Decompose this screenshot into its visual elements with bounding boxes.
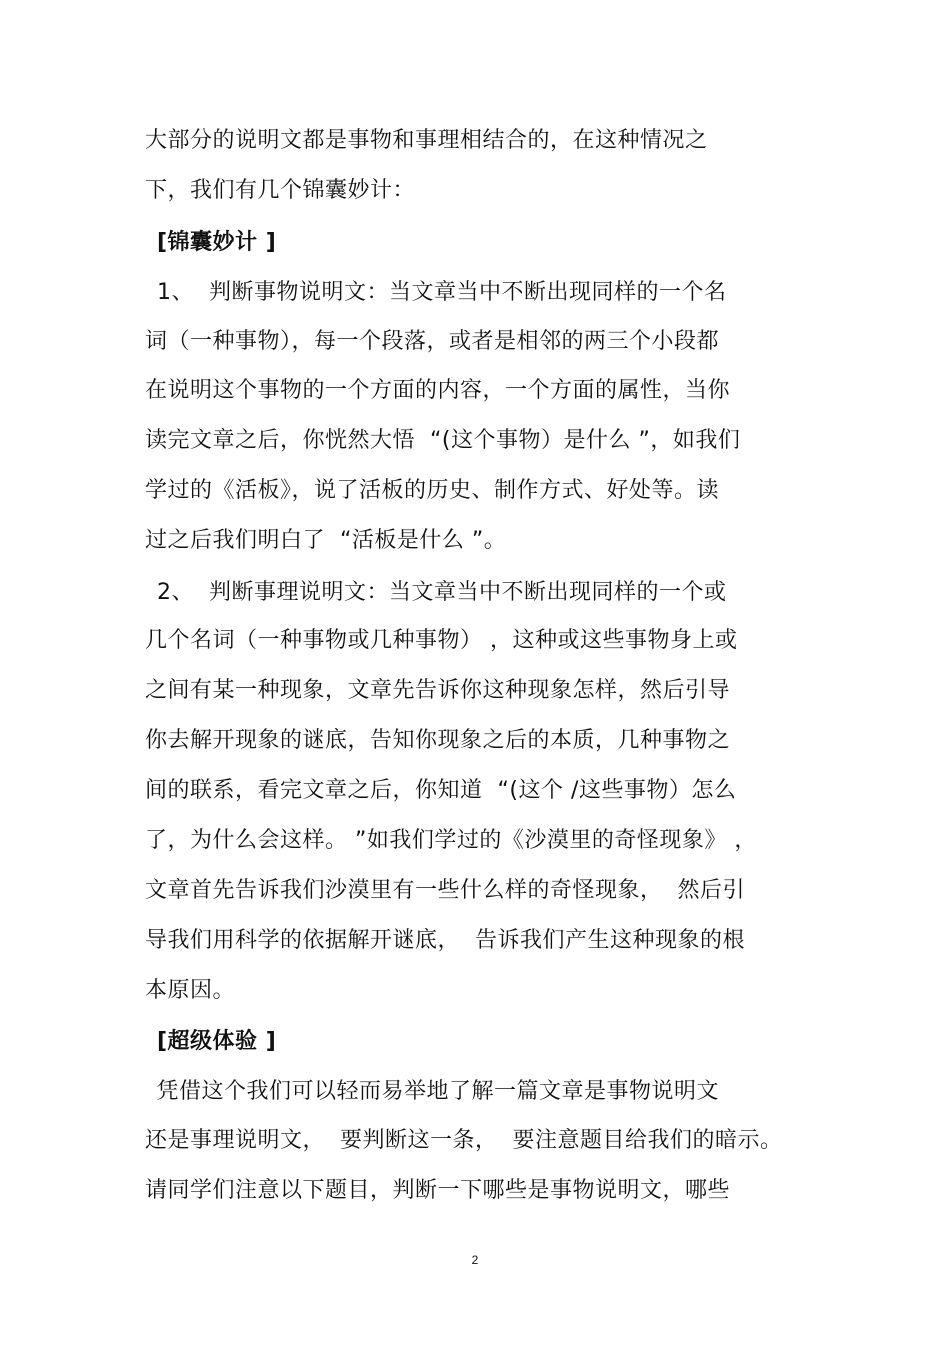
text-line: 2、 判断事理说明文：当文章当中不断出现同样的一个或 bbox=[157, 580, 727, 605]
text-line: 了，为什么会这样。 ”如我们学过的《沙漠里的奇怪现象》 ， bbox=[145, 828, 757, 853]
text-line: 1、 判断事物说明文：当文章当中不断出现同样的一个名 bbox=[157, 280, 727, 305]
section-heading: [锦囊妙计 ] bbox=[157, 230, 277, 255]
text-line: 本原因。 bbox=[145, 978, 236, 1003]
section-heading: [超级体验 ] bbox=[157, 1029, 277, 1054]
text-line: 之间有某一种现象，文章先告诉你这种现象怎样，然后引导 bbox=[145, 678, 731, 703]
page-number: 2 bbox=[471, 1253, 479, 1267]
text-line: 读完文章之后，你恍然大悟 “(这个事物）是什么 ”，如我们 bbox=[145, 428, 741, 453]
text-line: 导我们用科学的依据解开谜底， 告诉我们产生这种现象的根 bbox=[145, 928, 745, 953]
text-line: 在说明这个事物的一个方面的内容，一个方面的属性，当你 bbox=[145, 378, 731, 403]
text-line: 下，我们有几个锦囊妙计： bbox=[145, 178, 416, 203]
text-line: 大部分的说明文都是事物和事理相结合的，在这种情况之 bbox=[145, 128, 708, 153]
text-line: 你去解开现象的谜底，告知你现象之后的本质，几种事物之 bbox=[145, 728, 731, 753]
text-line: 还是事理说明文， 要判断这一条， 要注意题目给我们的暗示。 bbox=[145, 1128, 783, 1153]
text-line: 过之后我们明白了 “活板是什么 ”。 bbox=[145, 528, 507, 553]
text-line: 学过的《活板》，说了活板的历史、制作方式、好处等。读 bbox=[145, 478, 720, 503]
text-line: 间的联系，看完文章之后，你知道 “(这个 /这些事物）怎么 bbox=[145, 778, 737, 803]
text-line: 几个名词（一种事物或几种事物） ，这种或这些事物身上或 bbox=[145, 628, 738, 653]
text-line: 请同学们注意以下题目，判断一下哪些是事物说明文，哪些 bbox=[145, 1178, 731, 1203]
text-line: 文章首先告诉我们沙漠里有一些什么样的奇怪现象， 然后引 bbox=[145, 878, 745, 903]
text-line: 凭借这个我们可以轻而易举地了解一篇文章是事物说明文 bbox=[149, 1079, 719, 1104]
text-line: 词（一种事物），每一个段落，或者是相邻的两三个小段都 bbox=[145, 329, 720, 354]
